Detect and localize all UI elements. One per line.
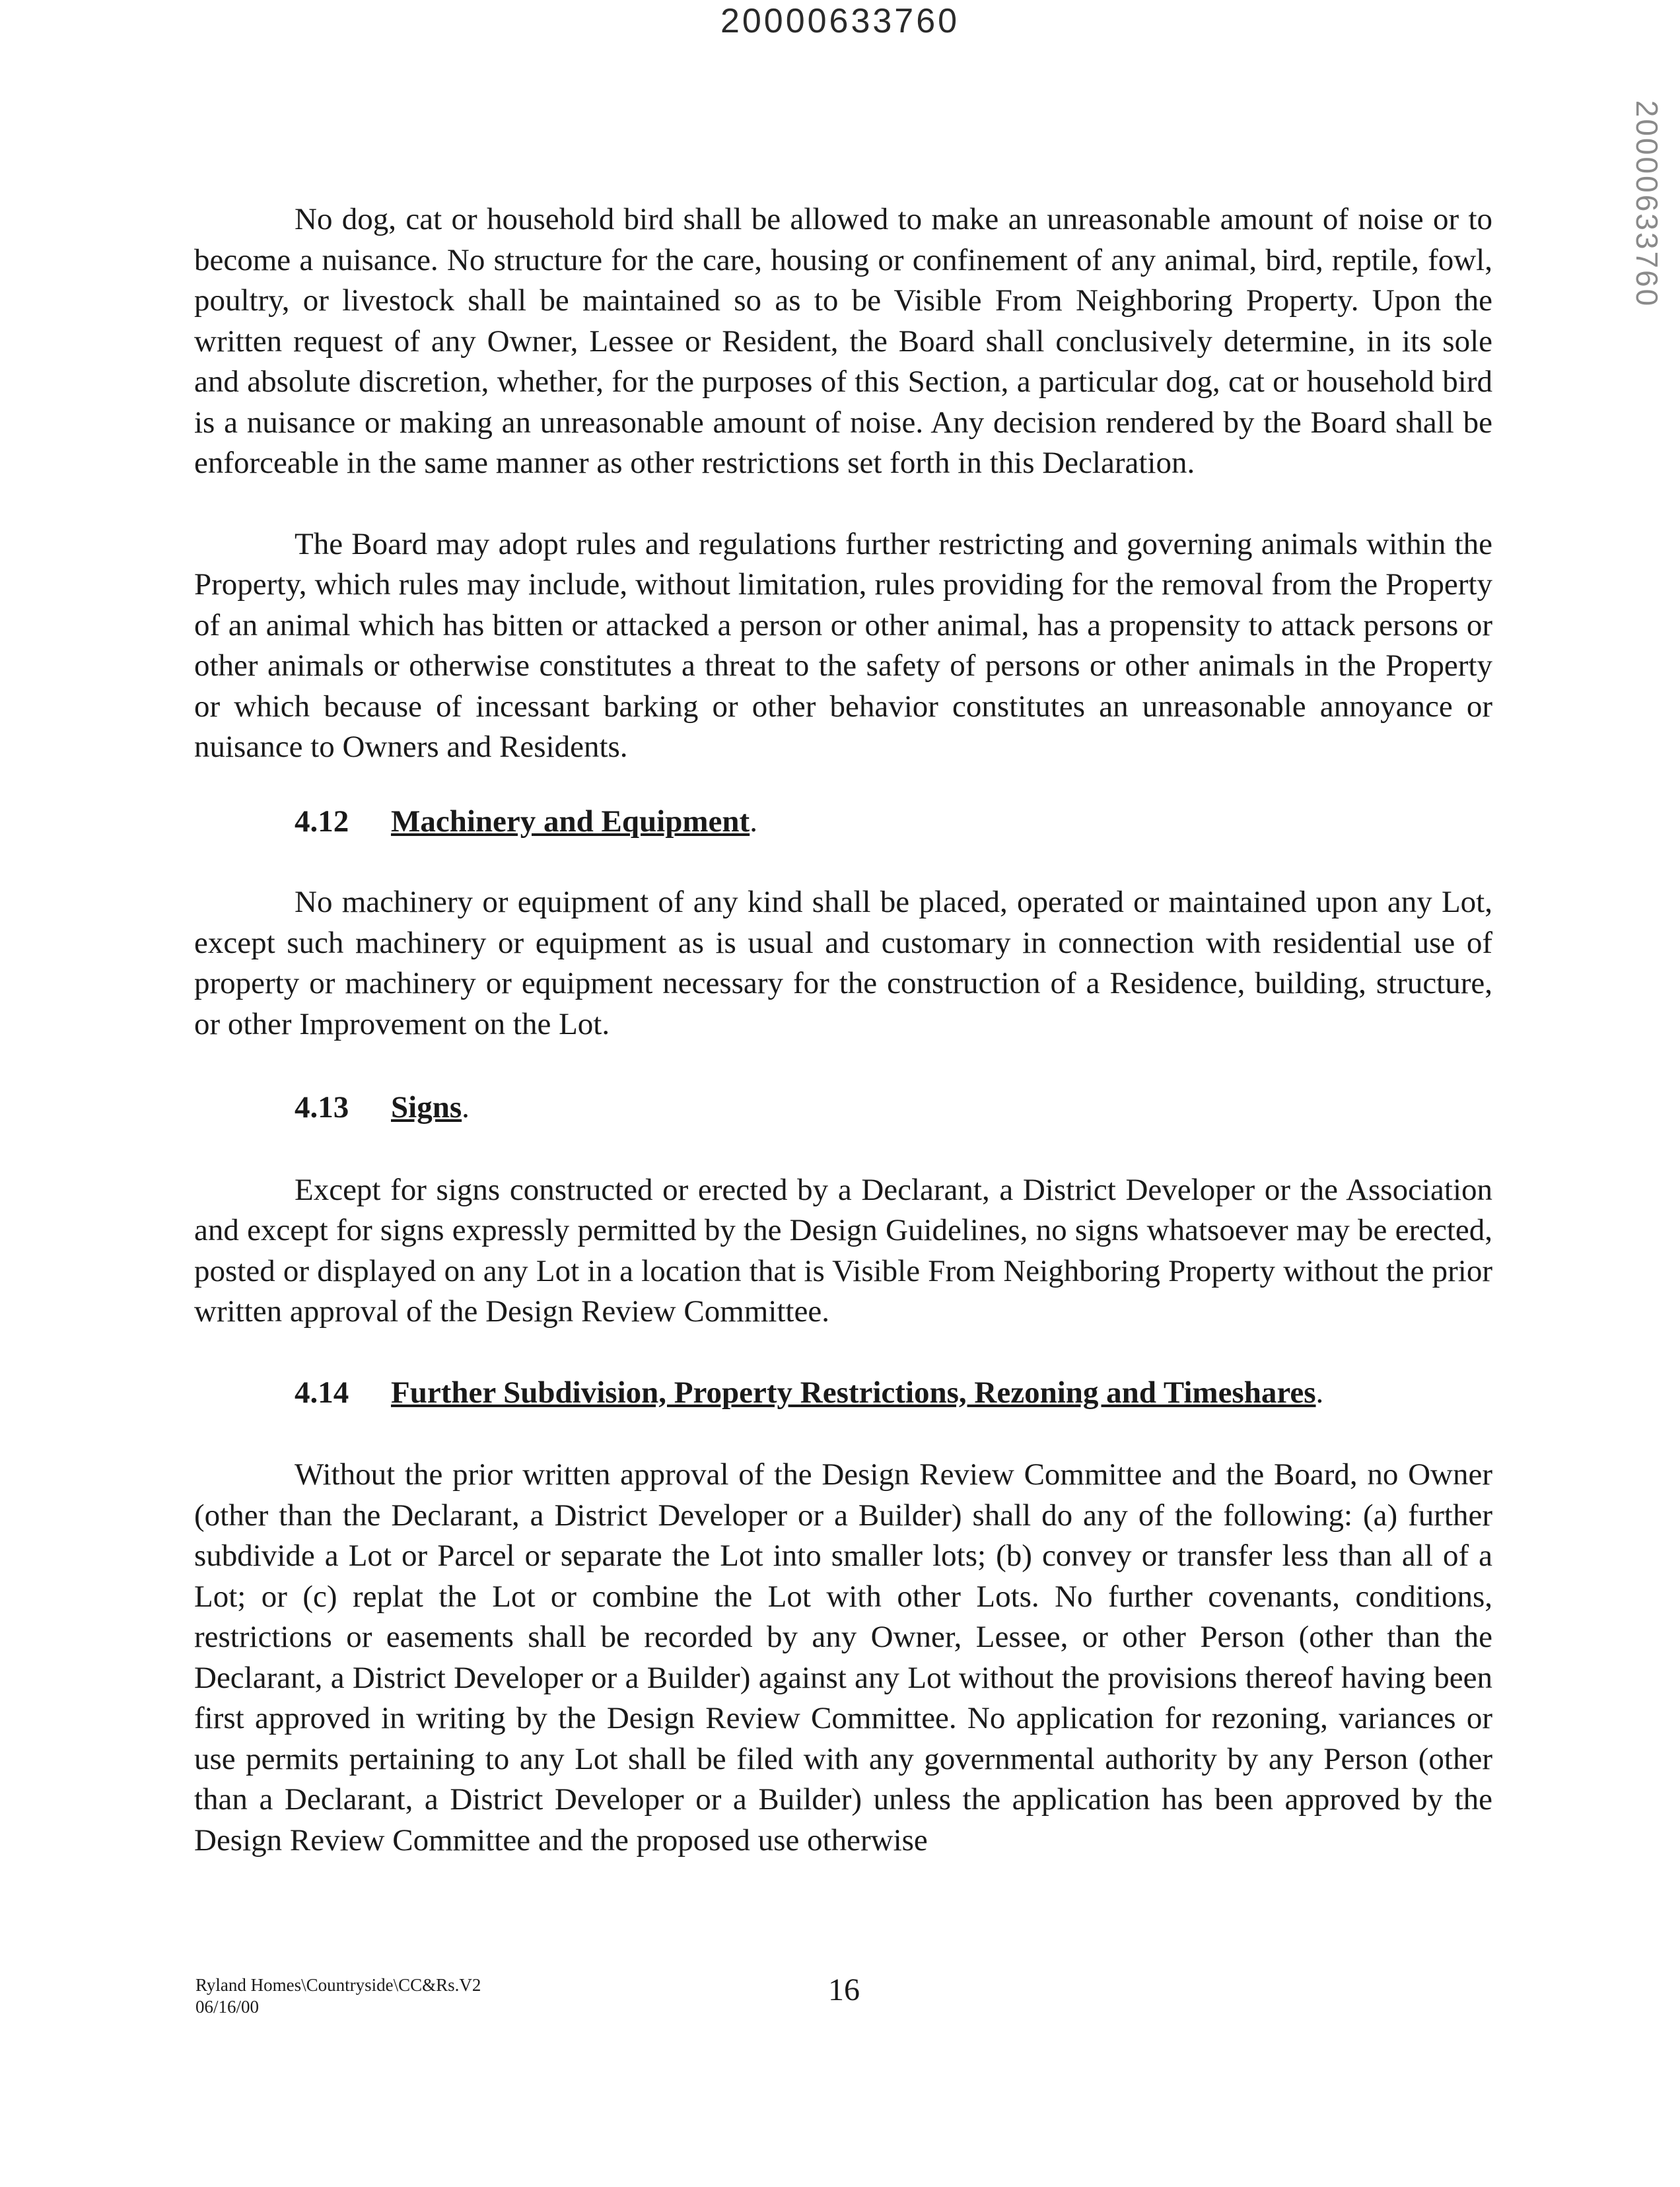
section-heading-4-13 [194, 1088, 1492, 1128]
document-number-stamp: 20000633760 [720, 2, 960, 40]
footer-date: 06/16/00 [195, 1997, 260, 2017]
paragraph-animal-noise: No dog, cat or household bird shall be allowed to make an unreasonable amount of noise or to become a nuisance. No structure for the care, housing or confinement of any animal, bird, reptile, fowl, poultry, or livestock shall be maintained so as to be Visible From Neighboring Property. Upon the written request of any Owner, Lessee or Resident, the Board shall conclusively determine, in its sole and absolute discretion, whether, for the purposes of this Section, a particular dog, cat or household bird is a nuisance or making an unreasonable amount of noise. Any decision rendered by the Board shall be enforceable in the same manner as other restrictions set forth in this Declaration. [194, 202, 1492, 480]
section-title: Machinery and Equipment [391, 804, 750, 839]
section-title: Signs [391, 1090, 462, 1125]
document-body [194, 199, 1492, 1861]
section-number: 4.12 [295, 804, 349, 839]
section-period: . [1315, 1375, 1324, 1410]
section-heading-4-14 [194, 1373, 1492, 1414]
paragraph-signs: Except for signs constructed or erected by a Declarant, a District Developer or the Association and except for signs expressly permitted by the Design Guidelines, no signs whatsoever may be erected, posted or displayed on any Lot in a location that is Visible From Neighboring Property without the prior written approval of the Design Review Committee. [194, 1172, 1492, 1329]
paragraph-animal-rules: The Board may adopt rules and regulations further restricting and governing animals within the Property, which rules may include, without limitation, rules providing for the removal from the Property of an animal which has bitten or attacked a person or other animal, has a propensity to attack persons or other animals or otherwise constitutes a threat to the safety of persons or other animals in the Property or which because of incessant barking or other behavior constitutes an unreasonable annoyance or nuisance to Owners and Residents. [194, 526, 1492, 764]
section-number: 4.14 [295, 1375, 349, 1410]
section-period: . [462, 1090, 470, 1125]
section-title: Further Subdivision, Property Restrictions, Rezoning and Timeshares [391, 1375, 1316, 1410]
paragraph-subdivision: Without the prior written approval of the Design Review Committee and the Board, no Owner (other than the Declarant, a District Developer or a Builder) shall do any of the following: (a) further subdivide a Lot or Parcel or separate the Lot into smaller lots; (b) convey or transfer less than all of a Lot; or (c) replat the Lot or combine the Lot with other Lots. No further covenants, conditions, restrictions or easements shall be recorded by any Owner, Lessee, or other Person (other than the Declarant, a District Developer or a Builder) against any Lot without the provisions thereof having been first approved in writing by the Design Review Committee. No application for rezoning, variances or use permits pertaining to any Lot shall be filed with any governmental authority by any Person (other than a Declarant, a District Developer or a Builder) unless the application has been approved by the Design Review Committee and the proposed use otherwise [194, 1457, 1492, 1857]
section-number: 4.13 [295, 1090, 349, 1125]
side-stamp-text: 20000633760 [1630, 100, 1664, 308]
page-number: 16 [828, 1972, 860, 2007]
section-heading-4-12 [194, 802, 1492, 843]
side-document-stamp [1619, 99, 1675, 309]
paragraph-machinery: No machinery or equipment of any kind shall be placed, operated or maintained upon any Lot, except such machinery or equipment as is usual and customary in connection with residential use of property or machinery or equipment necessary for the construction of a Residence, building, structure, or other Improvement on the Lot. [194, 885, 1492, 1041]
section-period: . [750, 804, 757, 839]
footer-file-info [195, 1974, 481, 2018]
footer-path: Ryland Homes\Countryside\CC&Rs.V2 [195, 1975, 481, 1995]
